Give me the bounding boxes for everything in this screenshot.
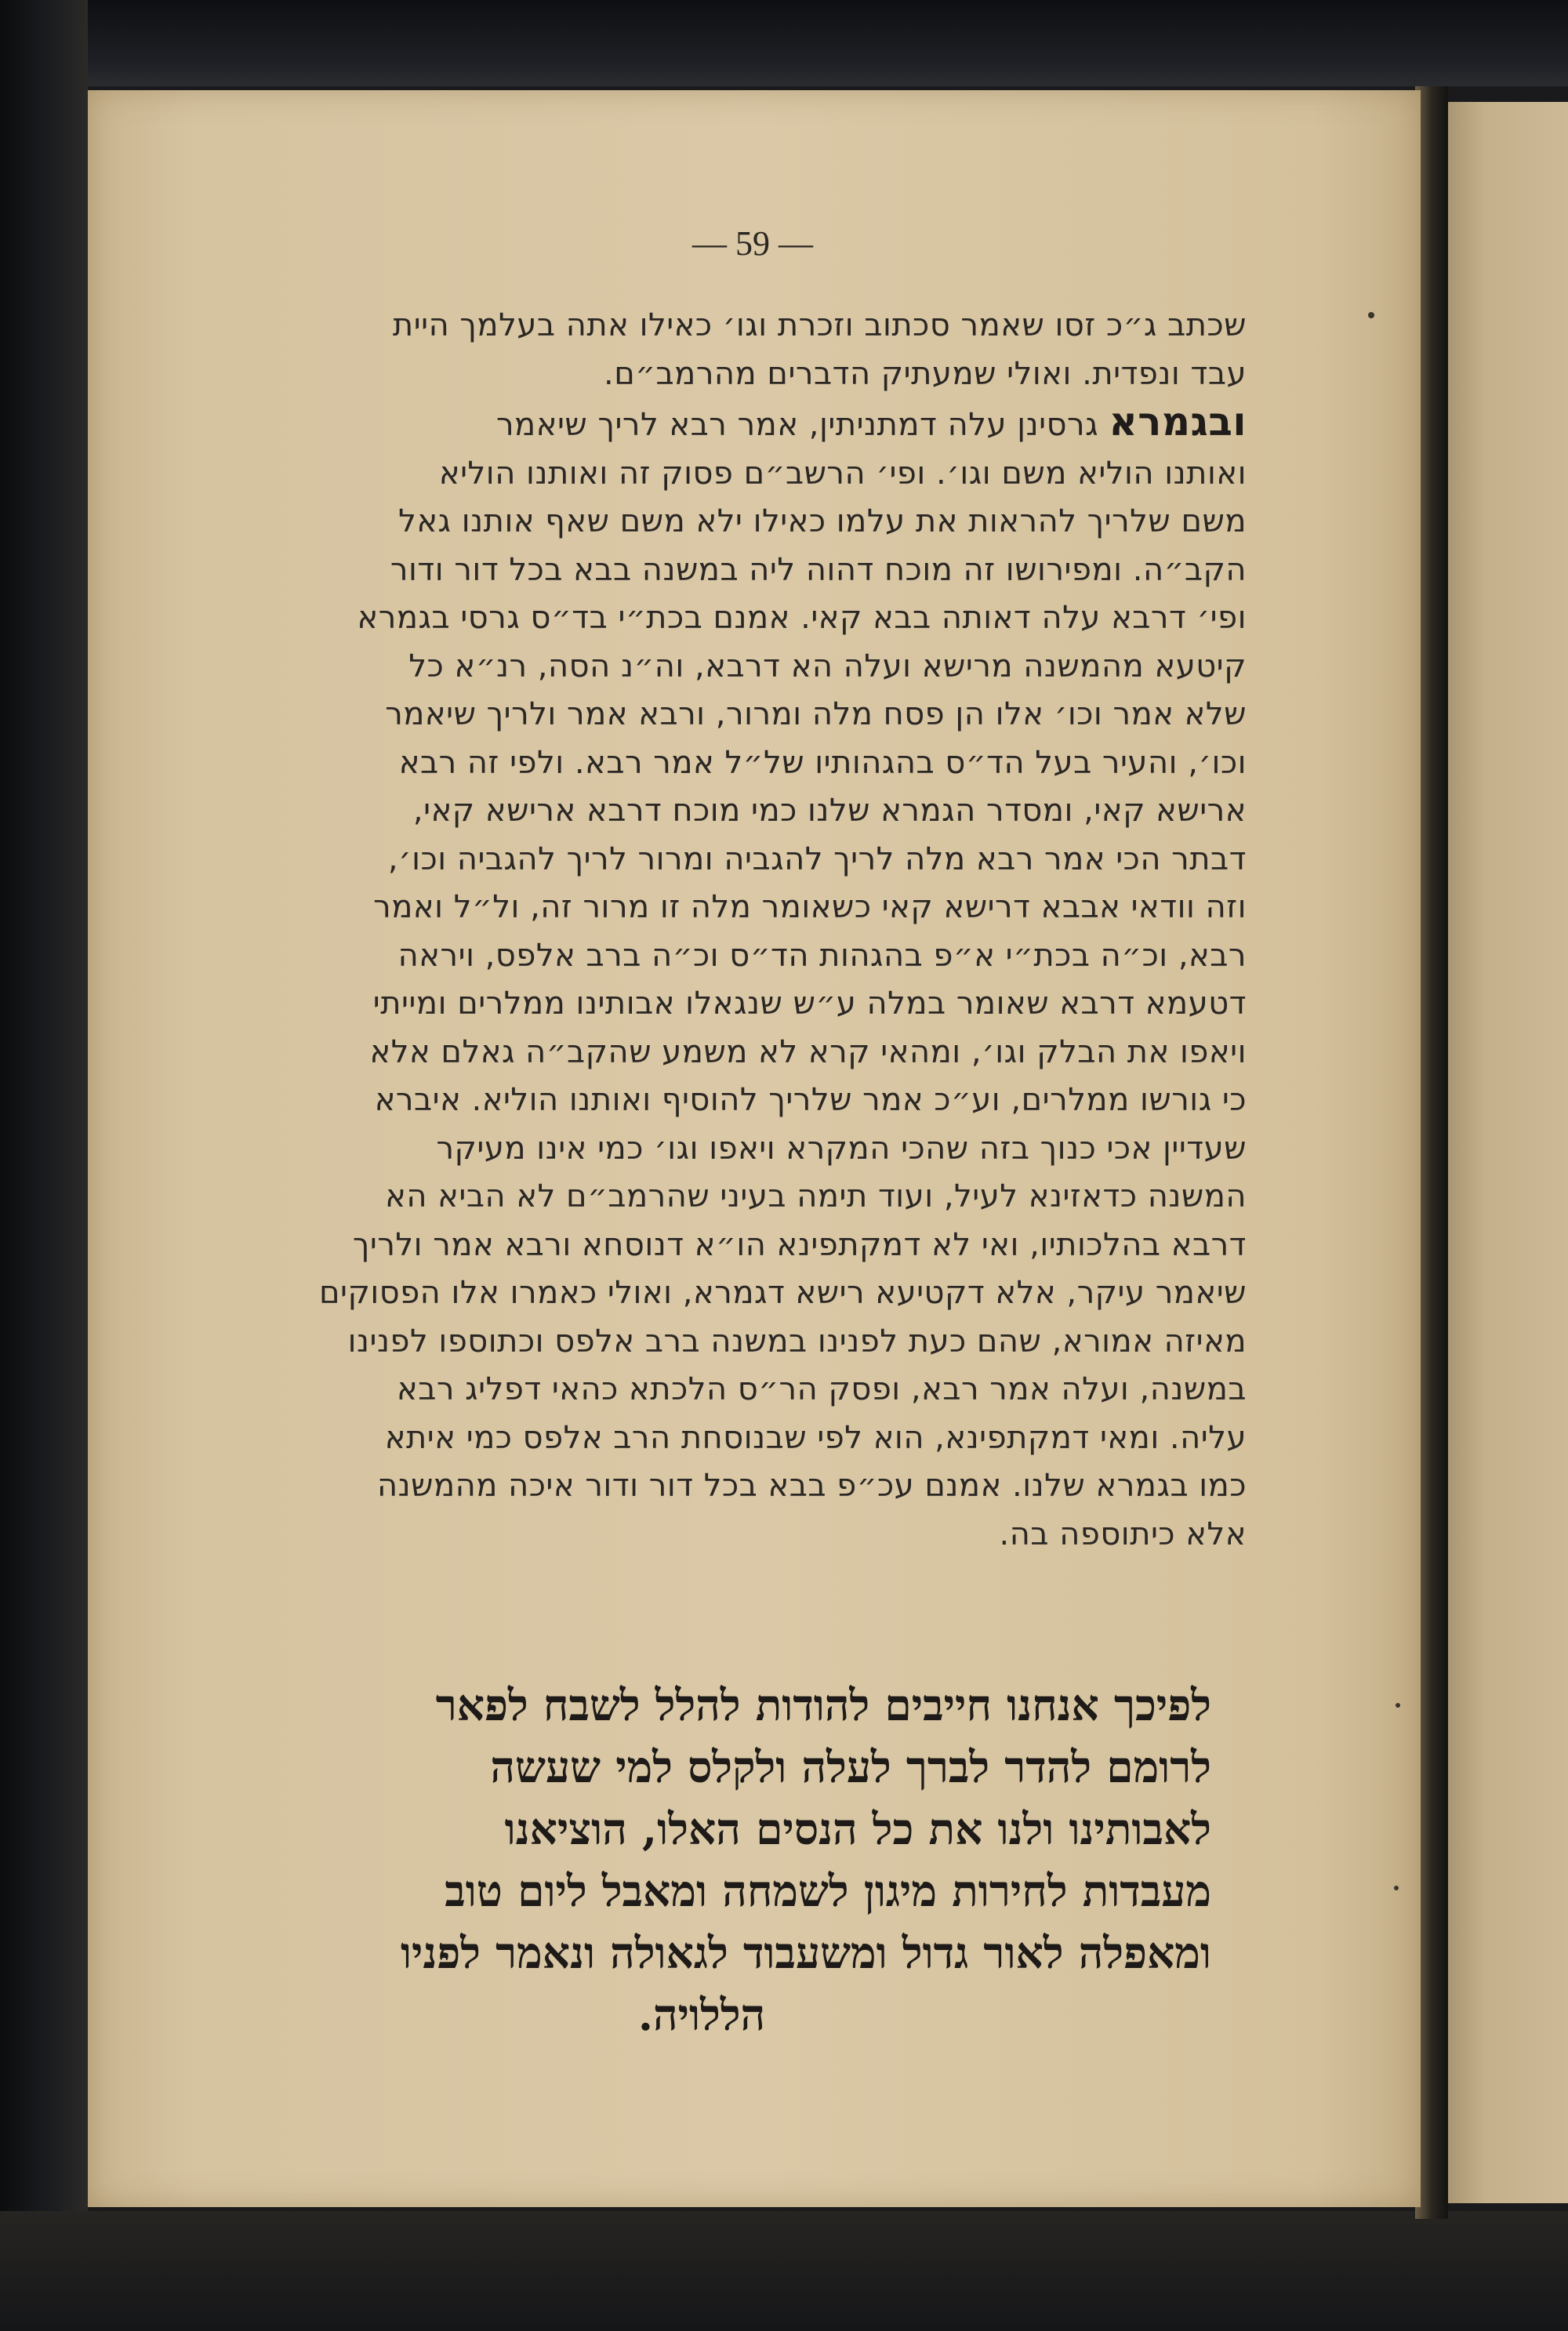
text-line: רבא, וכ״ה בכת״י א״פ בהגהות הד״ס וכ״ה ברב אלפס, ויראה [397,937,1247,974]
text-line: ופי׳ דרבא עלה דאותה בבא קאי. אמנם בכת״י בד״ס גרסי בגמרא [357,600,1247,636]
prayer-line: לרומם להדר לברך לעלה ולקלס למי שעשה [490,1741,1211,1792]
text-line: דטעמא דרבא שאומר במלה ע״ש שנגאלו אבותינו ממלרים ומייתי [372,986,1247,1022]
text-line: משם שלריך להראות את עלמו כאילו ילא משם שאף אותנו גאל [398,503,1247,539]
text-line: במשנה, ועלה אמר רבא, ופסק הר״ס הלכתא כהאי דפליג רבא [397,1371,1247,1407]
text-line: המשנה כדאזינא לעיל, ועוד תימה בעיני שהרמב״ם לא הביא הא [385,1178,1247,1215]
book-binding-top [0,0,1568,86]
text-line: דרבא בהלכותיו, ואי לא דמקתפינא הו״א דנוסחא ורבא אמר ולריך [352,1226,1247,1263]
text-line: כמו בגמרא שלנו. אמנם עכ״פ בבא בכל דור ודור איכה מהמשנה [376,1468,1247,1504]
text-line: עליה. ומאי דמקתפינא, הוא לפי שבנוסחת הרב אלפס כמי איתא [384,1419,1247,1456]
page-number: — 59 — [692,224,813,263]
lead-word: ובגמרא [1109,399,1247,445]
text-line: מאיזה אמורא, שהם כעת לפנינו במשנה ברב אלפס וכתוספו לפנינו [347,1323,1247,1360]
paper-speck [1368,312,1374,318]
prayer-line: ומאפלה לאור גדול ומשעבוד לגאולה ונאמר לפניו [400,1927,1211,1978]
text-line: ויאפו את הבלק וגו׳, ומהאי קרא לא משמע שהקב״ה גאלם אלא [369,1033,1247,1070]
text-line: וכו׳, והעיר בעל הד״ס בהגהותיו של״ל אמר רבא. ולפי זה רבא [398,744,1247,781]
text-line: שיאמר עיקר, אלא דקטיעא רישא דגמרא, ואולי כאמרו אלו הפסוקים [318,1275,1247,1311]
text-line: שלא אמר וכו׳ אלו הן פסח מלה ומרור, ורבא אמר ולריך שיאמר [385,696,1247,732]
prayer-line: לאבותינו ולנו את כל הנסים האלו, הוציאנו [504,1803,1211,1854]
text-line-rest: גרסינן עלה דמתניתין, אמר רבא לריך שיאמר [495,407,1099,443]
text-line: עבד ונפדית. ואולי שמעתיק הדברים מהרמב״ם. [604,355,1247,392]
paper-speck [1394,1886,1399,1890]
text-line: ואותנו הוליא משם וגו׳. ופי׳ הרשב״ם פסוק זה ואותנו הוליא [438,455,1247,492]
text-line [196,398,1247,450]
text-line: אלא כיתוספה בה. [999,1516,1247,1552]
book-binding-left [0,0,88,2331]
text-line: דבתר הכי אמר רבא מלה לריך להגביה ומרור לריך להגביה וכו׳, [387,841,1247,877]
text-line: כי גורשו ממלרים, וע״כ אמר שלריך להוסיף ואותנו הוליא. איברא [374,1082,1247,1118]
lefichach-prayer [192,1674,1211,2046]
paper-speck [1396,1703,1400,1708]
text-line: קיטעא מהמשנה מרישא ועלה הא דרבא, וה״נ הסה, רנ״א כל [408,648,1247,684]
prayer-line: לפיכך אנחנו חייבים להודות להלל לשבח לפאר [435,1679,1211,1730]
text-line: שכתב ג״כ זסו שאמר סכתוב וזכרת וגו׳ כאילו אתה בעלמך היית [392,307,1247,343]
facing-page-edge [1448,102,1568,2203]
prayer-line: מעבדות לחירות מיגון לשמחה ומאבל ליום טוב [445,1865,1211,1916]
prayer-closing: הללויה. [637,1989,766,2040]
book-binding-bottom [0,2211,1568,2331]
text-line: הקב״ה. ומפירושו זה מוכח דהוה ליה במשנה בבא בכל דור ודור [390,551,1247,588]
text-line: וזה וודאי אבבא דרישא קאי כשאומר מלה זו מרור זה, ול״ל ואמר [373,889,1247,925]
text-line: ארישא קאי, ומסדר הגמרא שלנו כמי מוכח דרבא ארישא קאי, [412,793,1247,829]
text-line: שעדיין אכי כנוך בזה שהכי המקרא ויאפו וגו׳ כמי אינו מעיקר [436,1130,1247,1167]
commentary-text [196,302,1247,1559]
